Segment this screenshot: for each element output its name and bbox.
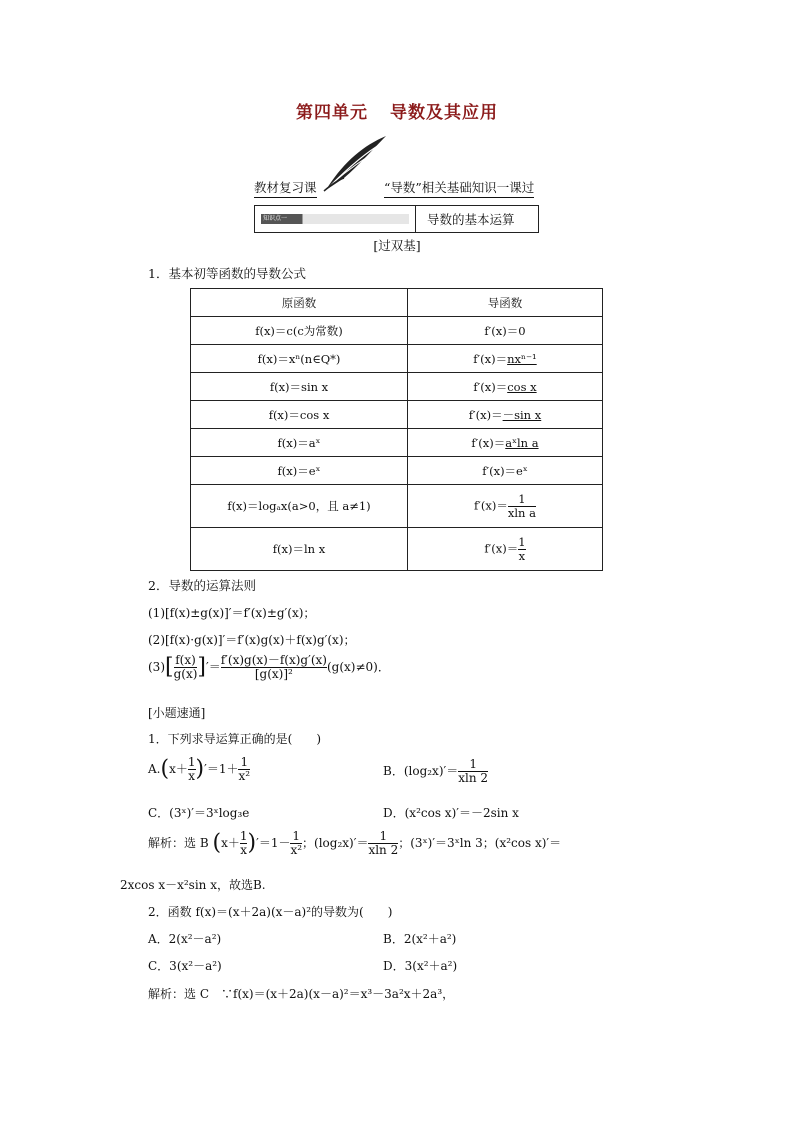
table-row [191, 373, 603, 401]
q1-option-b [383, 758, 488, 785]
question-2: 2．函数 f(x)＝(x＋2a)(x－a)²的导数为( ) [148, 905, 393, 919]
fraction-numerator: 1 [518, 534, 526, 549]
fraction-denominator: x [518, 548, 526, 563]
derivative-prefix: f′(x)＝ [474, 498, 508, 512]
answer-2: 解析：选 C ∵f(x)＝(x＋2a)(x－a)²＝x³－3a²x＋2a³， [148, 987, 455, 1001]
rule-3-label: (3) [148, 660, 165, 674]
rule-3: (3)[ $\frac{f(x)}{g(x)}$ ]′＝ $\frac{f'(x)g(x)-f(x)g'(x)}{\text{[g(x)]²}}$ (g(x)≠0)． [148, 653, 390, 681]
derivative-prefix: f′(x)＝ [471, 435, 506, 450]
fraction [188, 756, 196, 783]
rule-3-condition: (g(x)≠0)． [326, 660, 390, 674]
rule-1: (1)[f(x)±g(x)]′＝f′(x)±g′(x)； [148, 606, 316, 620]
q1-option-c: C．(3ˣ)′＝3ˣlog₃e [148, 806, 250, 820]
table-row [191, 528, 603, 571]
cell-derivative [408, 401, 603, 429]
derivative-answer: nxⁿ⁻¹ [507, 351, 537, 366]
course-title: “导数”相关基础知识一课过 [384, 178, 534, 198]
answer-1-rest: ；(3ˣ)′＝3ˣln 3；(x²cos x)′＝ [398, 836, 562, 850]
unit-title [0, 98, 794, 123]
derivative-answer: aˣln a [505, 435, 539, 450]
fraction-numerator: 1 [187, 755, 196, 769]
cell-original: f(x)＝eˣ [191, 457, 408, 485]
practice-heading: [小题速通] [148, 706, 206, 720]
derivative-prefix: f′(x)＝ [468, 407, 503, 422]
cell-original: f(x)＝xⁿ(n∈Q*) [191, 345, 408, 373]
derivative-prefix: f′(x)＝ [473, 351, 508, 366]
section1-heading: 1．基本初等函数的导数公式 [148, 266, 306, 281]
fraction-numerator: f(x) [175, 653, 196, 667]
option-b-text: B．(log₂x)′＝ [383, 764, 459, 778]
cell-derivative [408, 345, 603, 373]
fraction-denominator: g(x) [173, 667, 198, 681]
fraction [508, 493, 536, 520]
header-original: 原函数 [191, 289, 408, 317]
fraction [221, 654, 327, 681]
q1-option-a: A.(x＋ $\frac{1}{x}$ )′＝1＋ $\frac{1}{\text{x²}}$ [148, 755, 251, 783]
table-header-row [191, 289, 603, 317]
fraction-denominator: x [188, 769, 196, 783]
table-row [191, 317, 603, 345]
course-type: 教材复习课 [254, 178, 317, 198]
fraction-denominator: xln a [507, 505, 536, 520]
fraction-denominator: xln 2 [368, 843, 399, 857]
answer-1-cont: 2xcos x－x²sin x，故选B. [120, 878, 266, 892]
cell-derivative [408, 485, 603, 528]
fraction-denominator: x [240, 843, 248, 857]
cell-derivative: f′(x)＝0 [408, 317, 603, 345]
answer-1-log: ；(log₂x)′＝ [302, 836, 369, 850]
table-row [191, 345, 603, 373]
derivative-answer: cos x [507, 379, 537, 394]
derivative-prefix: f′(x)＝ [473, 379, 508, 394]
answer-1: 解析：选 B (x＋ $\frac{1}{x}$ )′＝1－ $\frac{1}{\text{x²}}$ ；(log₂x)′＝ $\frac{1}{xln 2}$ ；(3ˣ)′＝3ˣln 3；(x²cos x)′＝ [148, 829, 562, 857]
fraction-numerator: 1 [240, 755, 249, 769]
fraction [518, 536, 525, 563]
fraction [290, 830, 302, 857]
fraction-denominator: x² [290, 843, 303, 857]
derivative-table [190, 288, 603, 571]
fraction-numerator: 1 [292, 829, 301, 843]
q2-option-b: B．2(x²＋a²) [383, 932, 457, 946]
unit-title-number: 第四单元 [296, 103, 368, 123]
fraction [368, 830, 398, 857]
cell-original: f(x)＝logₐx(a>0，且 a≠1) [191, 485, 408, 528]
fraction-numerator: 1 [239, 829, 248, 843]
fraction-denominator: [g(x)]² [221, 667, 327, 681]
cell-original: f(x)＝cos x [191, 401, 408, 429]
fraction-numerator: 1 [518, 491, 526, 506]
cell-original: f(x)＝sin x [191, 373, 408, 401]
answer-1-label: 解析：选 B [148, 836, 209, 850]
unit-title-name: 导数及其应用 [390, 103, 498, 123]
cell-derivative [408, 429, 603, 457]
knowledge-box [254, 205, 539, 233]
q2-option-c: C．3(x²－a²) [148, 959, 222, 973]
table-row [191, 457, 603, 485]
fraction-denominator: x² [238, 769, 251, 783]
cell-derivative [408, 373, 603, 401]
fraction [174, 654, 198, 681]
table-row [191, 401, 603, 429]
question-1: 1．下列求导运算正确的是( ) [148, 732, 321, 746]
fraction-numerator: 1 [469, 757, 477, 771]
option-a-label: A. [148, 762, 161, 776]
q1-option-d: D．(x²cos x)′＝－2sin x [383, 806, 519, 820]
rule-2: (2)[f(x)·g(x)]′＝f′(x)g(x)＋f(x)g′(x)； [148, 633, 356, 647]
derivative-answer: －sin x [502, 407, 542, 422]
cell-derivative [408, 528, 603, 571]
derivative-prefix: f′(x)＝ [484, 541, 519, 555]
fraction-numerator: 1 [379, 829, 388, 843]
header-derivative: 导函数 [408, 289, 603, 317]
answer-1-eq: ＝1－ [258, 836, 291, 850]
knowledge-tag: 知识点一 [263, 215, 288, 222]
cell-original: f(x)＝c(c为常数) [191, 317, 408, 345]
cell-original: f(x)＝ln x [191, 528, 408, 571]
box-divider [415, 206, 416, 232]
cell-original: f(x)＝aˣ [191, 429, 408, 457]
q2-option-a: A．2(x²－a²) [148, 932, 222, 946]
section-mark: [过双基] [373, 238, 421, 253]
cell-derivative: f′(x)＝eˣ [408, 457, 603, 485]
fraction-denominator: xln 2 [458, 771, 489, 785]
quill-decoration-icon [322, 134, 388, 192]
q2-option-d: D．3(x²＋a²) [383, 959, 458, 973]
table-row [191, 429, 603, 457]
fraction-numerator: f′(x)g(x)－f(x)g′(x) [220, 653, 327, 667]
fraction [458, 758, 488, 785]
option-a-eq: ＝1＋ [206, 762, 239, 776]
fraction [238, 756, 250, 783]
section2-heading: 2．导数的运算法则 [148, 578, 256, 593]
table-row [191, 485, 603, 528]
topic-label: 导数的基本运算 [427, 212, 515, 227]
